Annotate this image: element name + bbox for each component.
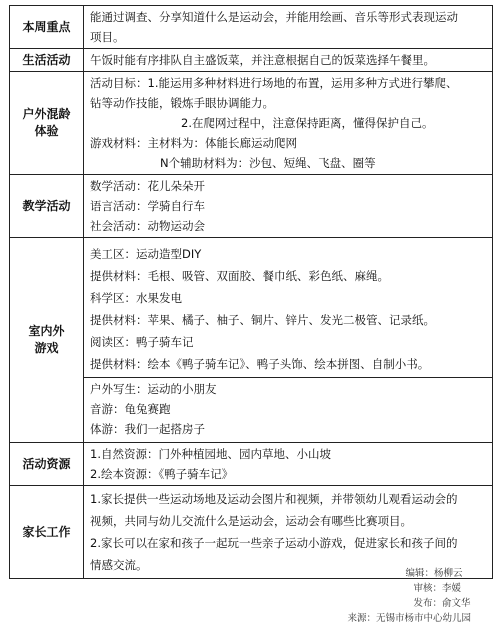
outdoor-materials-line: N个辅助材料为：沙包、短绳、飞盘、圈等	[160, 156, 376, 170]
reviewer-credit: 审核：李媛	[413, 583, 461, 594]
row-outdoor-mixed-age	[10, 72, 493, 175]
row-weekly-focus	[10, 6, 493, 49]
teaching-content	[84, 175, 493, 238]
life-activity-line: 午饭时能有序排队自主盛饭菜，并注意根据自己的饭菜选择午餐里。	[90, 53, 435, 67]
indoor-line: 音游：龟兔赛跑	[90, 401, 171, 416]
indoor-line: 体游：我们一起搭房子	[90, 421, 205, 436]
editor-credit: 编辑：杨柳云	[405, 568, 463, 579]
outdoor-content	[84, 72, 493, 175]
outdoor-goal-line: 活动目标：1.能运用多种材料进行场地的布置，运用多种方式进行攀爬、	[90, 76, 458, 90]
source-credit: 来源：无锡市杨市中心幼儿园	[347, 613, 471, 624]
resources-line: 2.绘本资源：《鸭子骑车记》	[90, 467, 234, 481]
weekly-focus-label: 本周重点	[10, 6, 84, 49]
parents-content	[84, 486, 493, 579]
resources-line: 1.自然资源：门外种植园地、园内草地、小山坡	[90, 447, 331, 461]
outdoor-label-line: 体验	[34, 124, 59, 138]
outdoor-label	[10, 72, 84, 175]
indoor-line: 提供材料：苹果、橘子、柚子、铜片、锌片、发光二极管、记录纸。	[90, 312, 435, 327]
publisher-credit: 发布：俞文华	[413, 598, 471, 609]
parents-line: 1.家长提供一些运动场地及运动会图片和视频，并带领幼儿观看运动会的	[90, 492, 458, 506]
indoor-content	[84, 238, 493, 443]
indoor-label-line: 室内外	[28, 324, 65, 338]
credits-block	[347, 566, 471, 626]
indoor-line: 提供材料：毛根、吸管、双面胶、餐巾纸、彩色纸、麻绳。	[90, 268, 389, 283]
parents-line: 视频，共同与幼儿交流什么是运动会，运动会有哪些比赛项目。	[90, 514, 412, 528]
row-teaching	[10, 175, 493, 238]
outdoor-label-line: 户外混龄	[22, 107, 71, 121]
weekly-focus-line: 能通过调查、分享知道什么是运动会，并能用绘画、音乐等形式表现运动	[90, 10, 458, 24]
outdoor-materials-line: 游戏材料：主材料为：体能长廊运动爬网	[90, 136, 297, 150]
resources-content	[84, 443, 493, 486]
row-resources	[10, 443, 493, 486]
weekly-focus-line: 项目。	[90, 30, 125, 44]
parents-line: 情感交流。	[90, 558, 148, 572]
resources-label: 活动资源	[10, 443, 84, 486]
parents-line: 2.家长可以在家和孩子一起玩一些亲子运动小游戏，促进家长和孩子间的	[90, 536, 458, 550]
indoor-label	[10, 238, 84, 443]
teaching-label: 教学活动	[10, 175, 84, 238]
indoor-areas-block	[84, 241, 492, 377]
life-activity-label: 生活活动	[10, 49, 84, 72]
teaching-line: 语言活动：学骑自行车	[90, 199, 205, 213]
outdoor-games-block	[84, 377, 492, 440]
indoor-label-line: 游戏	[34, 341, 59, 355]
teaching-line: 社会活动：动物运动会	[90, 219, 205, 233]
life-activity-content	[84, 49, 493, 72]
weekly-plan-table	[9, 5, 493, 579]
indoor-line: 美工区：运动造型DIY	[90, 246, 202, 261]
indoor-line: 阅读区：鸭子骑车记	[90, 334, 194, 349]
indoor-line: 科学区：水果发电	[90, 290, 182, 305]
parents-label: 家长工作	[10, 486, 84, 579]
row-life-activity	[10, 49, 493, 72]
teaching-line: 数学活动：花儿朵朵开	[90, 179, 205, 193]
row-indoor-outdoor-games	[10, 238, 493, 443]
outdoor-goal-line: 钻等动作技能，锻炼手眼协调能力。	[90, 96, 274, 110]
indoor-line: 户外写生：运动的小朋友	[90, 381, 217, 396]
indoor-line: 提供材料：绘本《鸭子骑车记》、鸭子头饰、绘本拼图、自制小书。	[90, 356, 430, 371]
weekly-focus-content	[84, 6, 493, 49]
row-parents	[10, 486, 493, 579]
outdoor-goal-line: 2.在爬网过程中，注意保持距离，懂得保护自己。	[181, 116, 434, 130]
